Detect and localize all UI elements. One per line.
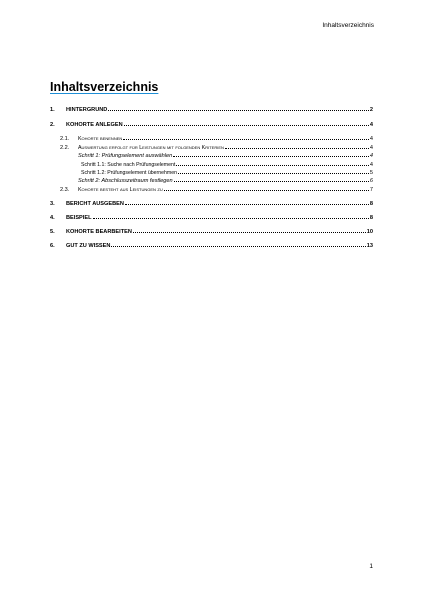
toc-entry-page: 5 — [369, 170, 373, 176]
dot-leader — [93, 215, 369, 219]
dot-leader — [125, 201, 369, 205]
toc-entry-page: 8 — [369, 215, 373, 221]
toc-entry-kohorte-benennen[interactable] — [50, 136, 373, 142]
dot-leader — [108, 107, 369, 111]
toc-entry-schritt-2[interactable] — [50, 178, 373, 184]
toc-entry-title: Kohorte besteht aus Leistungen zu — [78, 187, 163, 193]
toc-entry-kohorte-anlegen[interactable] — [50, 122, 373, 128]
toc-entry-number: 2. — [50, 122, 55, 128]
toc-entry-title: Schritt 1.1: Suche nach Prüfungselement — [81, 162, 176, 168]
toc-entry-page: 4 — [369, 122, 373, 128]
toc-entry-page: 10 — [366, 229, 373, 235]
toc-entry-page: 4 — [369, 162, 373, 168]
toc-entry-title: KOHORTE ANLEGEN — [66, 122, 123, 128]
toc-entry-kohorte-bearbeiten[interactable] — [50, 229, 373, 235]
toc-entry-hintergrund[interactable] — [50, 107, 373, 113]
toc-entry-title: HINTERGRUND — [66, 107, 108, 113]
dot-leader — [173, 153, 369, 157]
dot-leader — [176, 162, 369, 166]
toc-entry-title: Schritt 1: Prüfungselement auswählen — [78, 153, 173, 159]
toc-entry-number: 5. — [50, 229, 55, 235]
dot-leader — [124, 122, 369, 126]
toc-heading: Inhaltsverzeichnis — [50, 80, 159, 94]
toc-entry-number: 6. — [50, 243, 55, 249]
toc-entry-schritt-1-1[interactable] — [50, 162, 373, 168]
toc-entry-title: Schritt 1.2: Prüfungselement übernehmen — [81, 170, 178, 176]
toc-entry-title: KOHORTE BEARBEITEN — [66, 229, 132, 235]
page-number: 1 — [369, 563, 373, 570]
toc-entry-gut-zu-wissen[interactable] — [50, 243, 373, 249]
toc-entry-title: BEISPIEL — [66, 215, 92, 221]
dot-leader — [123, 136, 369, 140]
toc-entry-number: 3. — [50, 201, 55, 207]
toc-entry-title: GUT ZU WISSEN — [66, 243, 111, 249]
toc-entry-page: 4 — [369, 145, 373, 151]
dot-leader — [133, 229, 366, 233]
toc-entry-kohorte-besteht[interactable] — [50, 187, 373, 193]
toc-entry-schritt-1-2[interactable] — [50, 170, 373, 176]
toc-entry-title: Kohorte benennen — [78, 136, 123, 142]
toc-entry-number: 4. — [50, 215, 55, 221]
running-header: Inhaltsverzeichnis — [322, 22, 374, 29]
toc-entry-title: Schritt 2: Abschlusszeitraum festlegen — [78, 178, 173, 184]
toc-entry-title: BERICHT AUSGEBEN — [66, 201, 124, 207]
toc-entry-page: 2 — [369, 107, 373, 113]
toc-entry-schritt-1[interactable] — [50, 153, 373, 159]
toc-entry-title: Auswertung erfolgt für Leistungen mit folgenden Kriterien — [78, 145, 224, 151]
dot-leader — [225, 145, 369, 149]
toc-entry-number: 1. — [50, 107, 55, 113]
toc-entry-page: 13 — [366, 243, 373, 249]
toc-entry-page: 6 — [369, 178, 373, 184]
dot-leader — [164, 187, 369, 191]
toc-entry-number: 2.2. — [60, 145, 70, 151]
dot-leader — [178, 170, 369, 174]
toc-entry-number: 2.1. — [60, 136, 70, 142]
toc-entry-number: 2.3. — [60, 187, 70, 193]
dot-leader — [111, 243, 365, 247]
toc-entry-page: 8 — [369, 201, 373, 207]
toc-entry-beispiel[interactable] — [50, 215, 373, 221]
toc-entry-page: 7 — [369, 187, 373, 193]
dot-leader — [174, 178, 369, 182]
toc-entry-page: 4 — [369, 136, 373, 142]
toc-entry-bericht-ausgeben[interactable] — [50, 201, 373, 207]
toc-entry-page: 4 — [369, 153, 373, 159]
toc-entry-auswertung[interactable] — [50, 145, 373, 151]
